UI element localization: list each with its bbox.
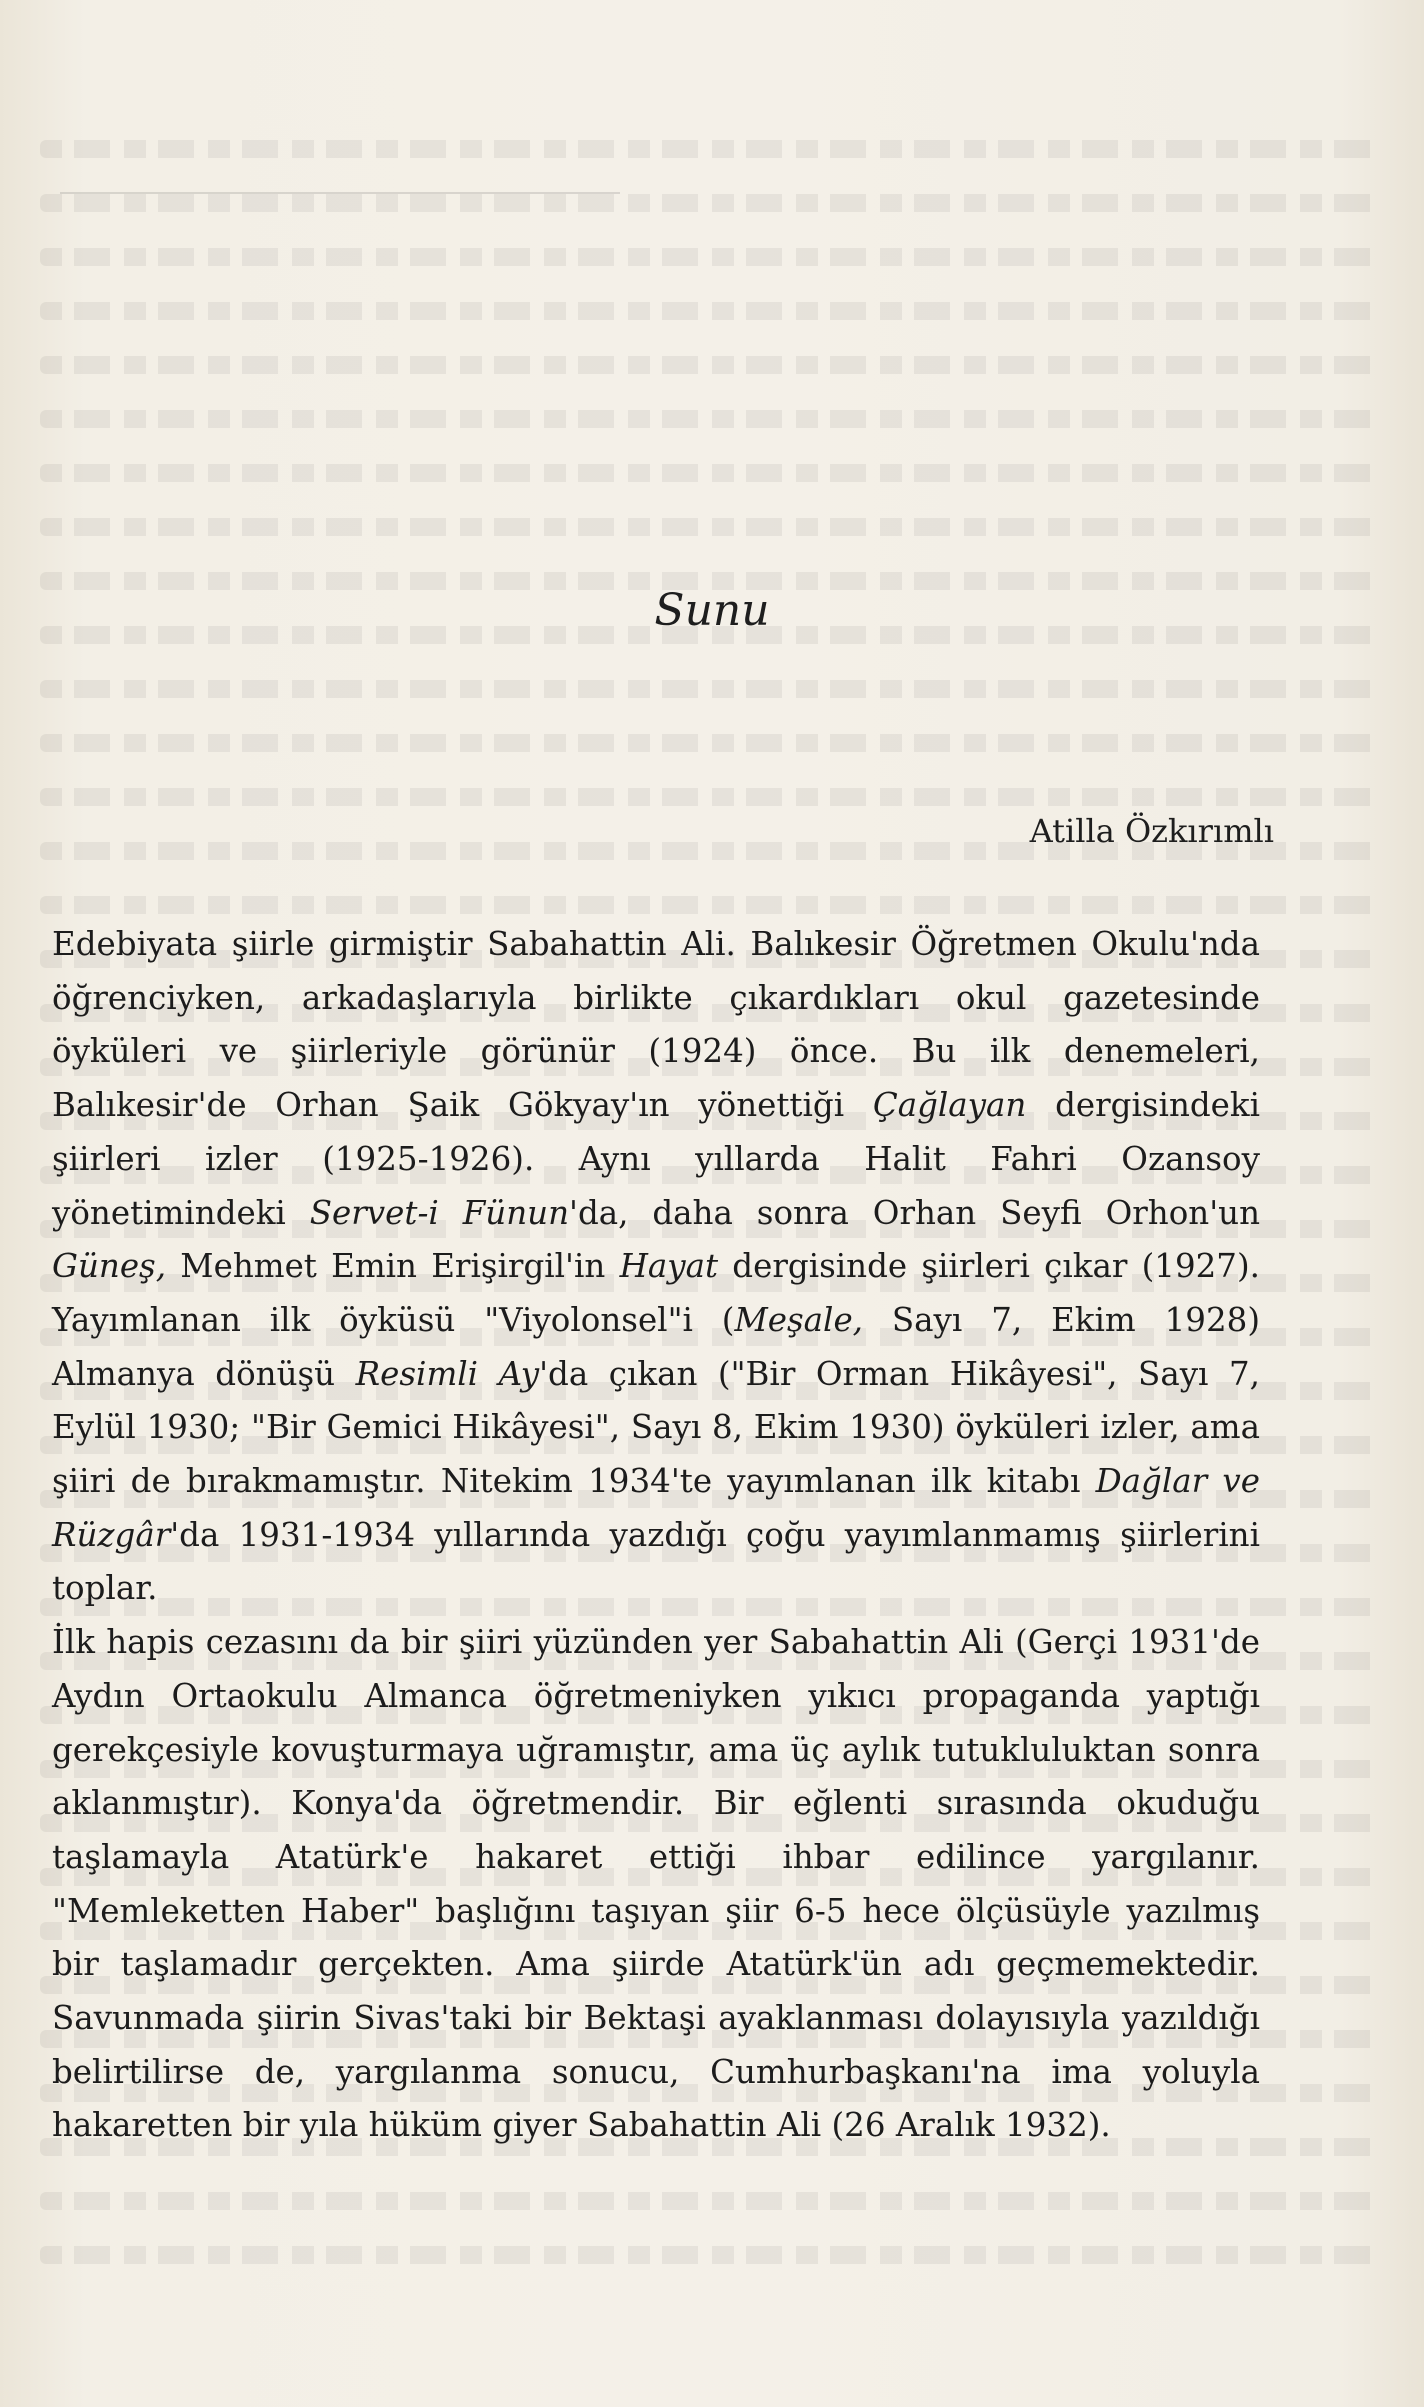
text-segment: dergisindeki şiirleri izler (1925-1926). Aynı yıllarda Halit Fahri Ozansoy yönetimindeki [52,1086,1260,1232]
page-title: Sunu [654,585,770,636]
italic-title: Servet-i Fünun [309,1193,570,1232]
italic-title: Güneş, [52,1247,167,1286]
author-name: Atilla Özkırımlı [1029,812,1274,850]
paragraph [52,1616,1260,2153]
text-segment: 'da çıkan ("Bir Orman Hikâyesi", Sayı 7, Eylül 1930; "Bir Gemici Hikâyesi", Sayı 8, Ekim 1930) öyküleri izler, ama şiiri de bırakmamıştır. Nitekim 1934'te yayımlanan ilk kitabı [52,1354,1261,1501]
text-segment: Edebiyata şiirle girmiştir Sabahattin Ali. Balıkesir Öğretmen Okulu'nda öğrenciyken, arkadaşlarıyla birlikte çıkardıkları okul gazetesinde öyküleri ve şiirleriyle görünür (1924) önce. Bu ilk denemeleri, Balıkesir'de Orhan Şaik Gökyay'ın yönettiği [52,925,1260,1125]
text-segment: 'da 1931-1934 yıllarında yazdığı çoğu yayımlanmamış şiirlerini toplar. [52,1515,1260,1608]
italic-title: Resimli Ay [355,1354,540,1393]
paragraph [52,918,1260,1616]
header-rule [60,192,620,194]
text-segment: Mehmet Emin Erişirgil'in [166,1247,620,1286]
text-segment: İlk hapis cezasını da bir şiiri yüzünden yer Sabahattin Ali (Gerçi 1931'de Aydın Ortaokulu Almanca öğretmeniyken yıkıcı propaganda yaptığı gerekçesiyle kovuşturmaya uğramıştır, ama üç aylık tutukluluktan sonra aklanmıştır). Konya'da öğretmendir. Bir eğlenti sırasında okuduğu taşlamayla Atatürk'e hakaret ettiği ihbar edilince yargılanır. "Memleketten Haber" başlığını taşıyan şiir 6-5 hece ölçüsüyle yazılmış bir taşlamadır gerçekten. Ama şiirde Atatürk'ün adı geçmemektedir. Savunmada şiirin Sivas'taki bir Bektaşi ayaklanması dolayısıyla yazıldığı belirtilirse de, yargılanma sonucu, Cumhurbaşkanı'na ima yoluyla hakaretten bir yıla hüküm giyer Sabahattin Ali (26 Aralık 1932). [52,1623,1260,2145]
body-text [52,918,1260,2153]
text-segment: dergisinde şiirleri çıkar (1927). Yayımlanan ilk öyküsü "Viyolonsel"i ( [52,1247,1260,1339]
italic-title: Meşale, [734,1300,864,1339]
italic-title: Hayat [619,1247,719,1286]
italic-title: Dağlar ve Rüzgâr [52,1462,1260,1554]
text-segment: 'da, daha sonra Orhan Seyfi Orhon'un [569,1193,1261,1232]
italic-title: Çağlayan [872,1086,1027,1125]
text-segment: Sayı 7, Ekim 1928) Almanya dönüşü [52,1300,1260,1393]
